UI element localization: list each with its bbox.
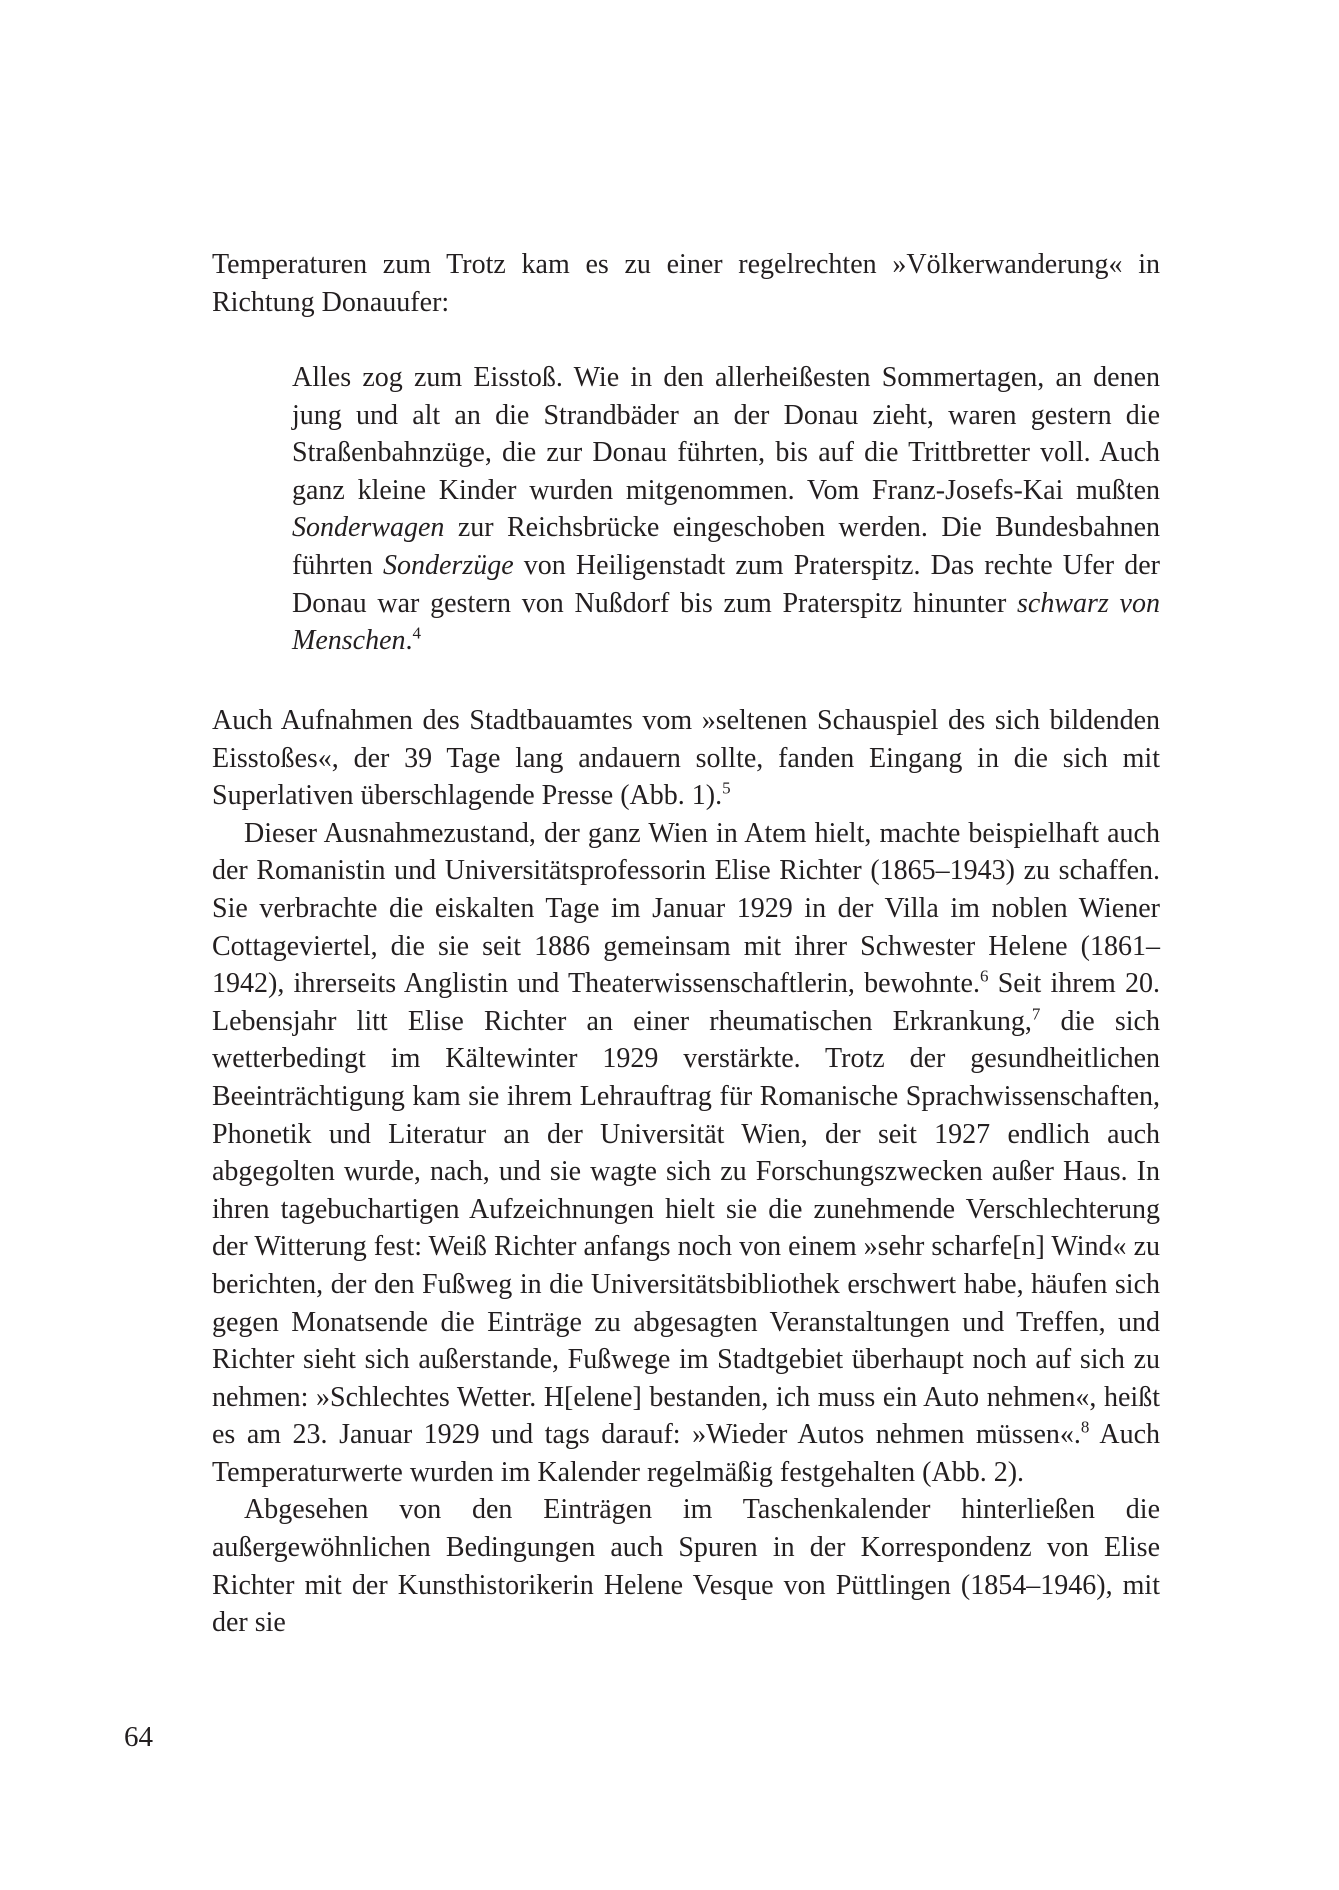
footnote-marker: 6 (979, 966, 989, 986)
block-quote (292, 359, 1160, 660)
quote-text: Alles zog zum Eisstoß. Wie in den allerheißesten Sommertagen, an denen jung und alt an die Strandbäder an der Donau zieht, waren gestern die Straßenbahnzüge, die zur Donau führten, bis auf die Trittbretter voll. Auch ganz kleine Kinder wurden mitgenommen. Vom Franz-Josefs-Kai mußten (292, 362, 1160, 506)
paragraph (212, 702, 1160, 815)
paragraph (212, 815, 1160, 1492)
page-number: 64 (124, 1721, 153, 1753)
quote-text: von Heiligenstadt zum Praterspitz. Das rechte Ufer der Donau war gestern von Nußdorf bis zum Praterspitz hinunter (292, 549, 1160, 619)
quote-text: zur Reichsbrücke eingeschoben werden. Die Bundesbahnen führten (292, 512, 1160, 581)
quote-text: . (405, 625, 413, 657)
quote-emphasis: schwarz von Menschen (292, 587, 1160, 657)
quote-emphasis: Sonderwagen (292, 512, 445, 544)
intro-paragraph (212, 246, 1160, 321)
footnote-marker: 7 (1031, 1004, 1041, 1024)
footnote-marker: 5 (722, 778, 731, 798)
body-text (212, 702, 1160, 1642)
intro-text: Temperaturen zum Trotz kam es zu einer regelrechten »Völkerwanderung« in Richtung Donauufer: (212, 249, 1160, 318)
paragraph-text: Seit ihrem 20. Lebensjahr litt Elise Richter an einer rheumatischen Erkrankung, (212, 968, 1160, 1037)
footnote-marker: 8 (1080, 1417, 1090, 1437)
paragraph-text: die sich wetterbedingt im Kältewinter 1929 verstärkte. Trotz der gesundheitlichen Beeinträchtigung kam sie ihrem Lehrauftrag für Romanische Sprachwissenschaften, Phonetik und Literatur an der Universität Wien, der seit 1927 endlich auch abgegolten wurde, nach, und sie wagte sich zu Forschungszwecken außer Haus. In ihren tagebuchartigen Aufzeichnungen hielt sie die zunehmende Verschlechterung der Witterung fest: Weiß Richter anfangs noch von einem »sehr scharfe[n] Wind« zu berichten, der den Fußweg in die Universitätsbibliothek erschwert habe, häufen sich gegen Monatsende die Einträge zu abgesagten Veranstaltungen und Treffen, und Richter sieht sich außerstande, Fußwege im Stadtgebiet überhaupt noch auf sich zu nehmen: »Schlechtes Wetter. H[elene] bestanden, ich muss ein Auto nehmen«, heißt es am 23. Januar 1929 und tags darauf: »Wieder Autos nehmen müssen«. (212, 1005, 1160, 1451)
paragraph (212, 1491, 1160, 1641)
paragraph-text: Auch Aufnahmen des Stadtbauamtes vom »seltenen Schauspiel des sich bildenden Eisstoßes«, der 39 Tage lang andauern sollte, fanden Eingang in die sich mit Superlativen überschlagende Presse (Abb. 1). (212, 705, 1160, 812)
paragraph-text: Dieser Ausnahmezustand, der ganz Wien in Atem hielt, machte beispielhaft auch der Romanistin und Universitätsprofessorin Elise Richter (1865–1943) zu schaffen. Sie verbrachte die eiskalten Tage im Januar 1929 in der Villa im noblen Wiener Cottageviertel, die sie seit 1886 gemeinsam mit ihrer Schwester Helene (1861–1942), ihrerseits Anglistin und Theaterwissenschaftlerin, bewohnte. (212, 817, 1160, 1000)
quote-emphasis: Sonderzüge (383, 549, 514, 581)
paragraph-text: Abgesehen von den Einträgen im Taschenkalender hinterließen die außergewöhnlichen Bedingungen auch Spuren in der Korrespondenz von Elise Richter mit der Kunsthistorikerin Helene Vesque von Püttlingen (1854–1946), mit der sie (212, 1494, 1160, 1639)
footnote-marker: 4 (412, 623, 422, 643)
paragraph-text: Auch Temperaturwerte wurden im Kalender regelmäßig festgehalten (Abb. 2). (212, 1419, 1160, 1488)
